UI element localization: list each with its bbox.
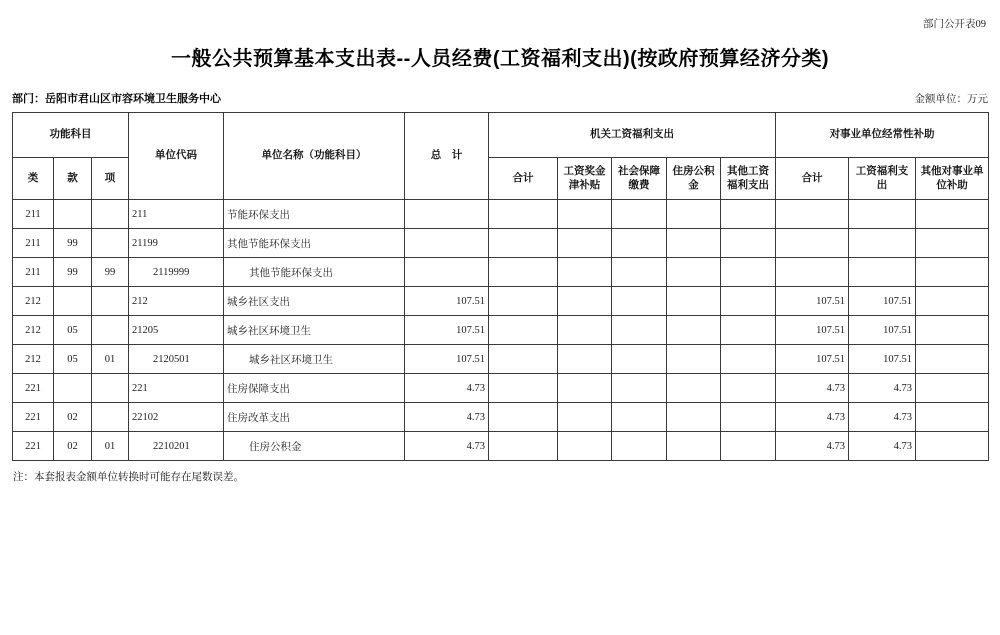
cell-grand-total: 107.51 [405, 287, 489, 316]
cell-org-housing-fund [667, 316, 721, 345]
cell-unit-code: 22102 [129, 403, 224, 432]
cell-inst-subsidy-total: 4.73 [776, 432, 849, 461]
table-row [13, 316, 989, 345]
cell-func-class: 212 [13, 345, 54, 374]
header-inst-other-subsidy: 其他对事业单位补助 [916, 158, 989, 200]
cell-org-total [489, 287, 558, 316]
cell-func-item [92, 374, 129, 403]
cell-unit-code: 221 [129, 374, 224, 403]
cell-grand-total: 4.73 [405, 432, 489, 461]
cell-grand-total [405, 200, 489, 229]
cell-org-housing-fund [667, 345, 721, 374]
cell-org-total [489, 403, 558, 432]
cell-org-total [489, 229, 558, 258]
cell-func-class: 211 [13, 200, 54, 229]
cell-unit-name: 住房保障支出 [224, 374, 405, 403]
cell-org-housing-fund [667, 432, 721, 461]
cell-org-other-welfare [721, 258, 776, 287]
department-label: 部门：岳阳市君山区市容环境卫生服务中心 [12, 93, 221, 105]
cell-grand-total: 107.51 [405, 316, 489, 345]
cell-org-housing-fund [667, 258, 721, 287]
cell-org-salary-allowance [558, 287, 612, 316]
cell-org-housing-fund [667, 229, 721, 258]
header-org-other-welfare: 其他工资福利支出 [721, 158, 776, 200]
cell-func-item [92, 316, 129, 345]
header-func-item: 项 [92, 158, 129, 200]
table-body [13, 200, 989, 461]
cell-org-social-security [612, 316, 667, 345]
header-row-groups [13, 113, 989, 158]
cell-func-section: 99 [54, 258, 92, 287]
cell-org-salary-allowance [558, 200, 612, 229]
cell-inst-salary-welfare: 107.51 [849, 287, 916, 316]
cell-org-other-welfare [721, 229, 776, 258]
cell-org-social-security [612, 200, 667, 229]
table-row [13, 229, 989, 258]
cell-org-social-security [612, 403, 667, 432]
cell-func-item [92, 287, 129, 316]
cell-unit-name: 节能环保支出 [224, 200, 405, 229]
cell-org-total [489, 374, 558, 403]
cell-inst-subsidy-total [776, 200, 849, 229]
cell-org-total [489, 316, 558, 345]
cell-func-class: 221 [13, 374, 54, 403]
table-row [13, 200, 989, 229]
cell-unit-name: 城乡社区环境卫生 [224, 345, 405, 374]
cell-unit-code: 212 [129, 287, 224, 316]
cell-func-item: 99 [92, 258, 129, 287]
cell-func-section: 02 [54, 403, 92, 432]
cell-org-salary-allowance [558, 432, 612, 461]
cell-inst-subsidy-total [776, 258, 849, 287]
cell-inst-other-subsidy [916, 258, 989, 287]
cell-func-item [92, 229, 129, 258]
header-org-housing-fund: 住房公积金 [667, 158, 721, 200]
header-unit-name: 单位名称（功能科目） [224, 113, 405, 200]
cell-inst-other-subsidy [916, 229, 989, 258]
cell-func-class: 212 [13, 287, 54, 316]
cell-func-section [54, 287, 92, 316]
header-org-salary-allowance: 工资奖金津补贴 [558, 158, 612, 200]
table-row [13, 374, 989, 403]
cell-inst-other-subsidy [916, 316, 989, 345]
cell-func-item: 01 [92, 345, 129, 374]
header-grand-total: 总 计 [405, 113, 489, 200]
cell-unit-name: 城乡社区支出 [224, 287, 405, 316]
cell-unit-name: 住房改革支出 [224, 403, 405, 432]
cell-inst-other-subsidy [916, 345, 989, 374]
cell-org-salary-allowance [558, 345, 612, 374]
cell-inst-salary-welfare: 4.73 [849, 432, 916, 461]
cell-inst-salary-welfare [849, 200, 916, 229]
cell-org-social-security [612, 374, 667, 403]
table-row [13, 258, 989, 287]
table-row [13, 287, 989, 316]
cell-inst-subsidy-total: 4.73 [776, 374, 849, 403]
cell-func-class: 211 [13, 258, 54, 287]
cell-unit-name: 其他节能环保支出 [224, 258, 405, 287]
table-row [13, 432, 989, 461]
cell-org-social-security [612, 258, 667, 287]
table-header [13, 113, 989, 200]
header-func-group: 功能科目 [13, 113, 129, 158]
cell-org-salary-allowance [558, 258, 612, 287]
cell-func-item: 01 [92, 432, 129, 461]
doc-code-label: 部门公开表09 [923, 19, 986, 30]
cell-org-other-welfare [721, 316, 776, 345]
header-inst-salary-welfare: 工资福利支出 [849, 158, 916, 200]
cell-func-class: 221 [13, 432, 54, 461]
cell-org-other-welfare [721, 374, 776, 403]
header-func-class: 类 [13, 158, 54, 200]
cell-org-social-security [612, 432, 667, 461]
header-inst-subsidy-total: 合计 [776, 158, 849, 200]
cell-unit-name: 住房公积金 [224, 432, 405, 461]
cell-inst-subsidy-total: 4.73 [776, 403, 849, 432]
cell-org-housing-fund [667, 403, 721, 432]
cell-func-section: 05 [54, 316, 92, 345]
cell-unit-code: 2210201 [129, 432, 224, 461]
footnote: 注：本套报表金额单位转换时可能存在尾数误差。 [13, 472, 244, 483]
cell-org-total [489, 345, 558, 374]
cell-unit-name: 城乡社区环境卫生 [224, 316, 405, 345]
header-unit-code: 单位代码 [129, 113, 224, 200]
amount-unit-label: 金额单位：万元 [914, 94, 988, 105]
cell-inst-salary-welfare: 107.51 [849, 345, 916, 374]
cell-inst-salary-welfare: 107.51 [849, 316, 916, 345]
cell-inst-salary-welfare [849, 229, 916, 258]
cell-grand-total [405, 258, 489, 287]
cell-func-class: 221 [13, 403, 54, 432]
cell-grand-total: 107.51 [405, 345, 489, 374]
meta-row [12, 90, 988, 106]
cell-func-item [92, 403, 129, 432]
cell-unit-code: 2119999 [129, 258, 224, 287]
header-org-total: 合计 [489, 158, 558, 200]
cell-func-class: 211 [13, 229, 54, 258]
header-org-group: 机关工资福利支出 [489, 113, 776, 158]
cell-grand-total: 4.73 [405, 403, 489, 432]
cell-org-housing-fund [667, 200, 721, 229]
cell-inst-subsidy-total: 107.51 [776, 316, 849, 345]
cell-inst-subsidy-total: 107.51 [776, 345, 849, 374]
cell-inst-salary-welfare [849, 258, 916, 287]
cell-inst-other-subsidy [916, 432, 989, 461]
cell-org-social-security [612, 229, 667, 258]
cell-inst-salary-welfare: 4.73 [849, 403, 916, 432]
cell-org-total [489, 432, 558, 461]
cell-org-other-welfare [721, 200, 776, 229]
cell-func-section: 05 [54, 345, 92, 374]
cell-func-section: 99 [54, 229, 92, 258]
cell-inst-other-subsidy [916, 374, 989, 403]
cell-inst-subsidy-total: 107.51 [776, 287, 849, 316]
cell-org-total [489, 200, 558, 229]
cell-org-salary-allowance [558, 374, 612, 403]
table-row [13, 403, 989, 432]
header-func-section: 款 [54, 158, 92, 200]
cell-inst-subsidy-total [776, 229, 849, 258]
cell-org-salary-allowance [558, 403, 612, 432]
cell-unit-name: 其他节能环保支出 [224, 229, 405, 258]
cell-org-total [489, 258, 558, 287]
budget-table [12, 112, 989, 461]
cell-func-section: 02 [54, 432, 92, 461]
cell-inst-other-subsidy [916, 200, 989, 229]
cell-org-salary-allowance [558, 229, 612, 258]
cell-func-section [54, 374, 92, 403]
cell-org-social-security [612, 287, 667, 316]
cell-inst-other-subsidy [916, 403, 989, 432]
cell-org-other-welfare [721, 432, 776, 461]
cell-grand-total: 4.73 [405, 374, 489, 403]
cell-func-class: 212 [13, 316, 54, 345]
cell-org-other-welfare [721, 287, 776, 316]
page-title: 一般公共预算基本支出表--人员经费(工资福利支出)(按政府预算经济分类) [171, 48, 829, 70]
cell-org-other-welfare [721, 403, 776, 432]
header-inst-group: 对事业单位经常性补助 [776, 113, 989, 158]
cell-org-social-security [612, 345, 667, 374]
cell-inst-other-subsidy [916, 287, 989, 316]
cell-func-section [54, 200, 92, 229]
cell-inst-salary-welfare: 4.73 [849, 374, 916, 403]
cell-unit-code: 2120501 [129, 345, 224, 374]
table-row [13, 345, 989, 374]
cell-unit-code: 211 [129, 200, 224, 229]
cell-func-item [92, 200, 129, 229]
cell-unit-code: 21205 [129, 316, 224, 345]
header-org-social-security: 社会保障缴费 [612, 158, 667, 200]
cell-org-housing-fund [667, 287, 721, 316]
cell-unit-code: 21199 [129, 229, 224, 258]
cell-org-other-welfare [721, 345, 776, 374]
cell-grand-total [405, 229, 489, 258]
cell-org-salary-allowance [558, 316, 612, 345]
cell-org-housing-fund [667, 374, 721, 403]
